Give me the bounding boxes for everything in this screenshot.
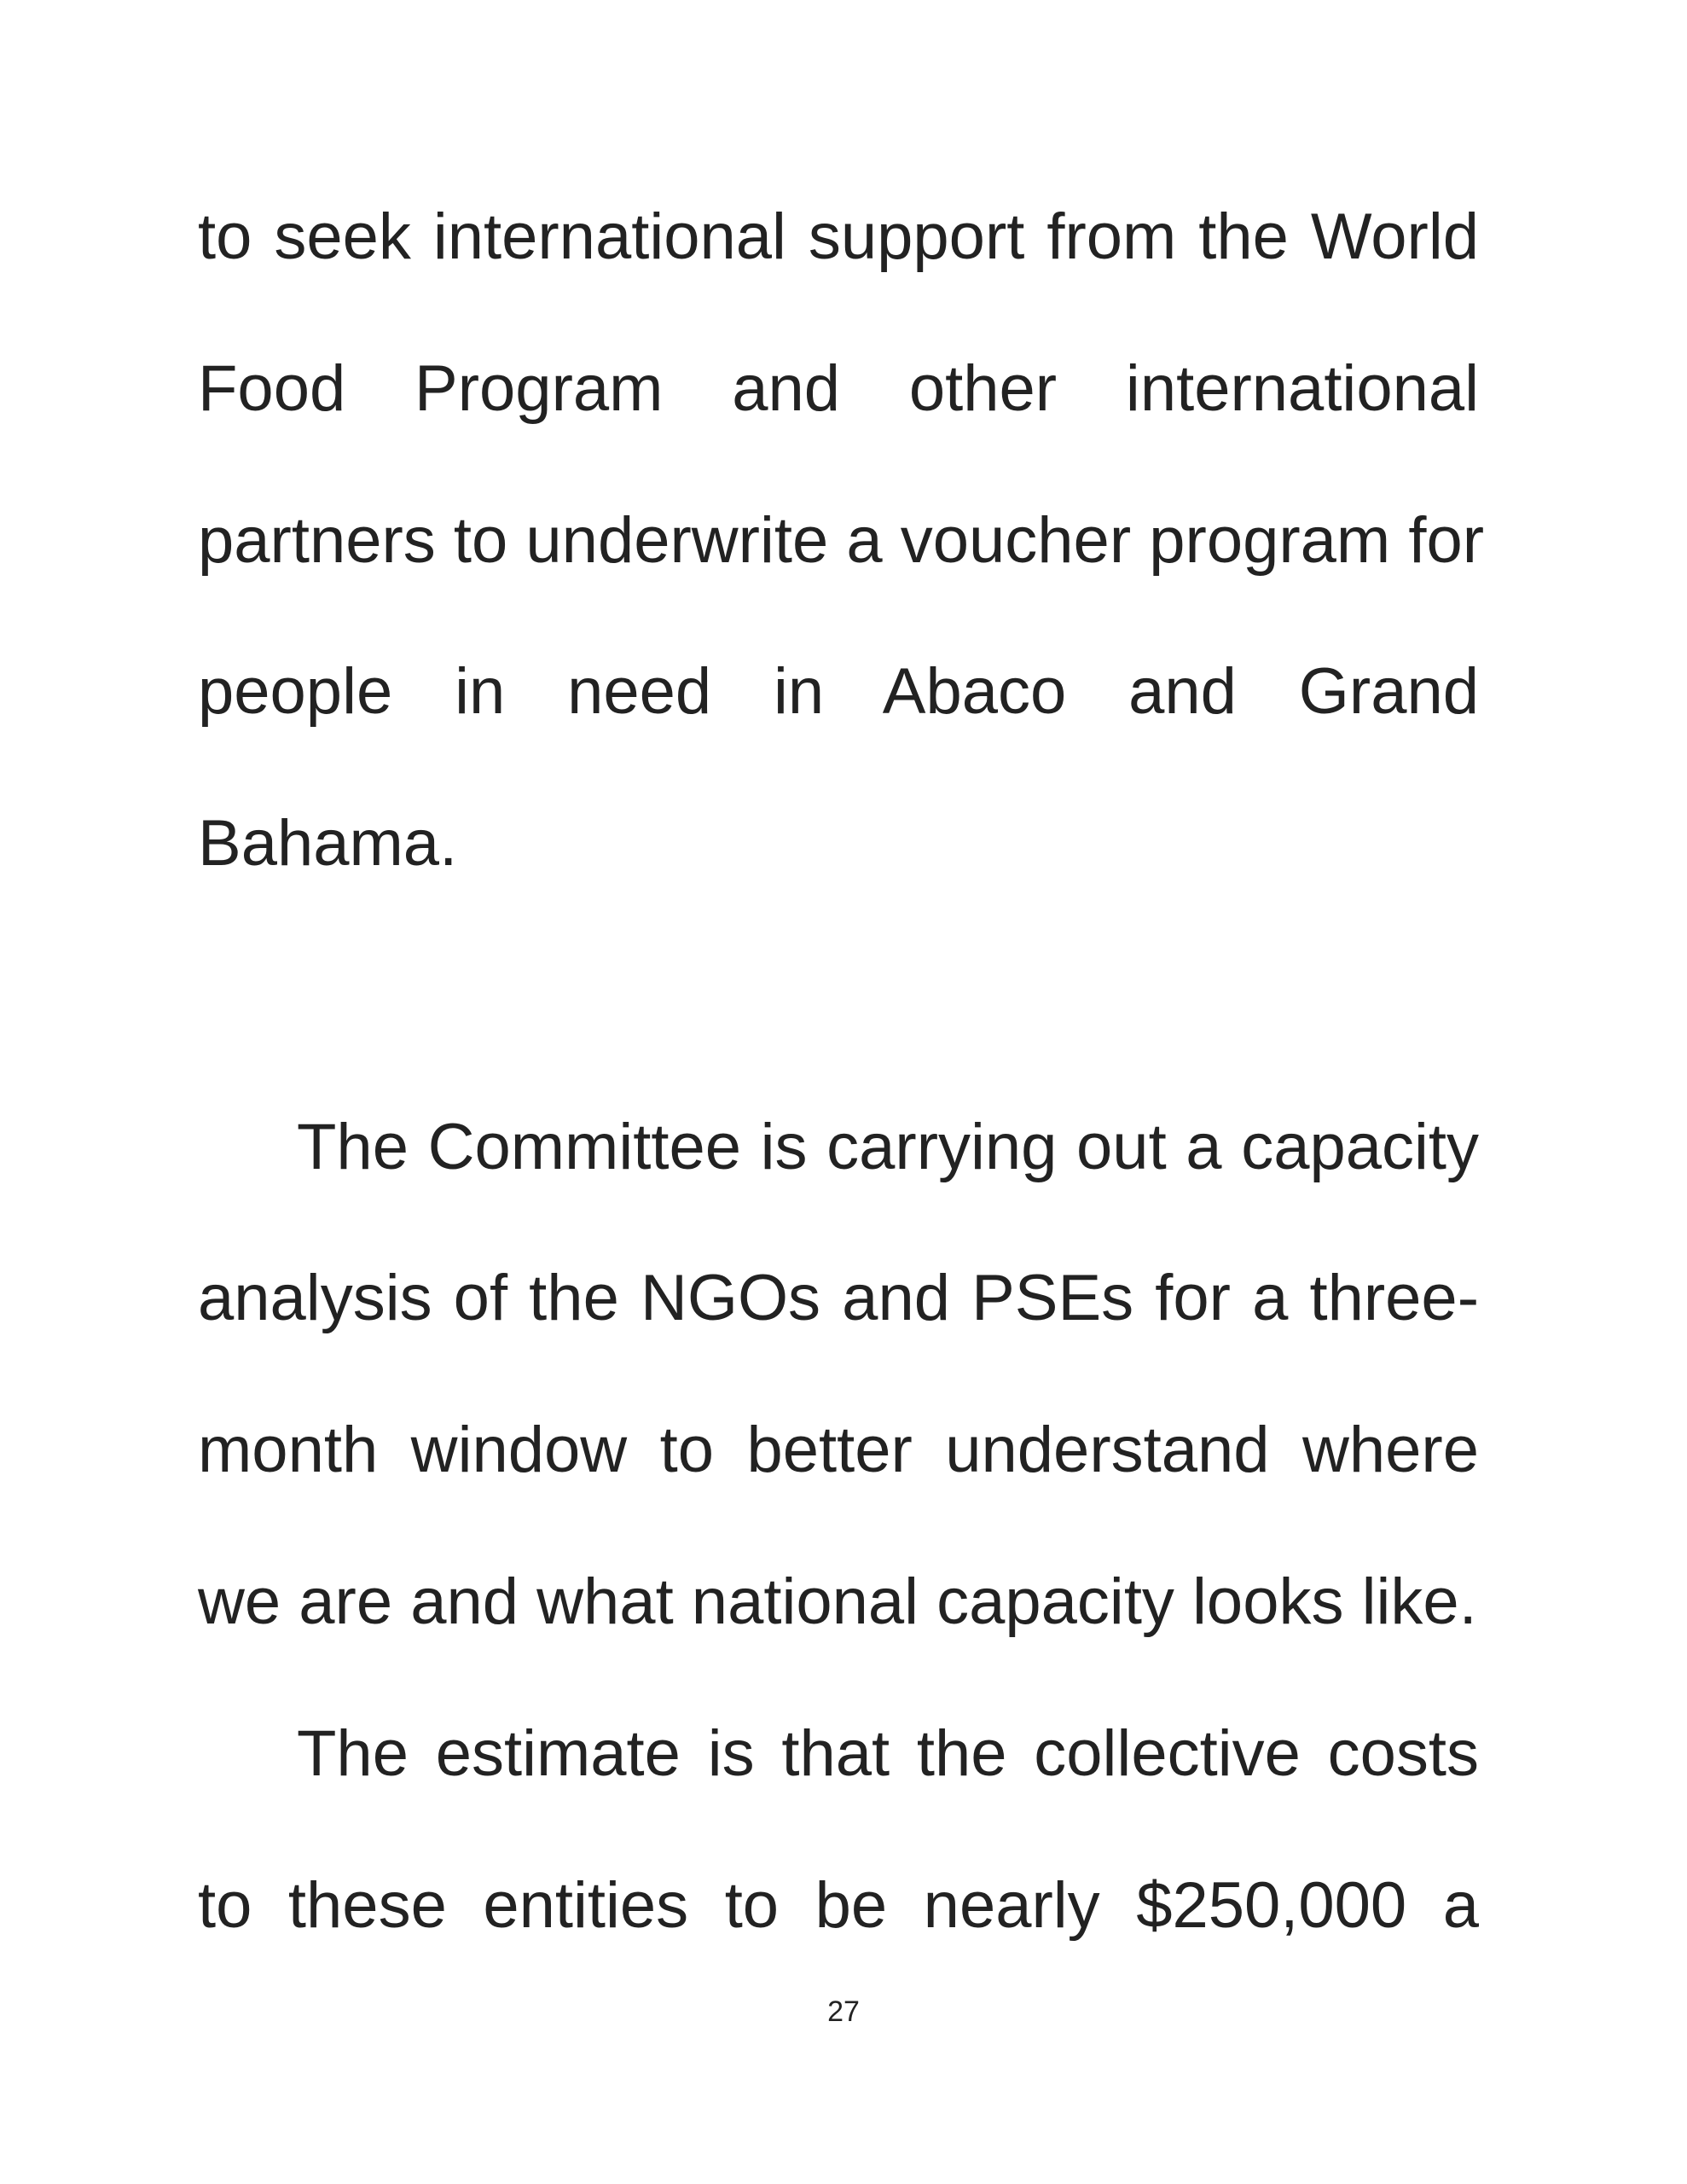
body-text-line: to seek international support from the World	[198, 200, 1479, 273]
page-number: 27	[827, 1995, 860, 2028]
body-text-line: Food Program and other international	[198, 352, 1479, 425]
body-text-line: people in need in Abaco and Grand	[198, 655, 1479, 728]
body-text-line: month window to better understand where	[198, 1414, 1479, 1486]
body-text-line: The estimate is that the collective costs	[297, 1717, 1479, 1790]
body-text-line: Bahama.	[198, 807, 458, 880]
body-text-line: we are and what national capacity looks like.	[198, 1565, 1477, 1638]
body-text-line: to these entities to be nearly $250,000 a	[198, 1869, 1479, 1942]
body-text-line: The Committee is carrying out a capacity	[297, 1111, 1479, 1183]
body-text-line: analysis of the NGOs and PSEs for a three-	[198, 1262, 1479, 1334]
body-text-line: partners to underwrite a voucher program for	[198, 504, 1485, 577]
